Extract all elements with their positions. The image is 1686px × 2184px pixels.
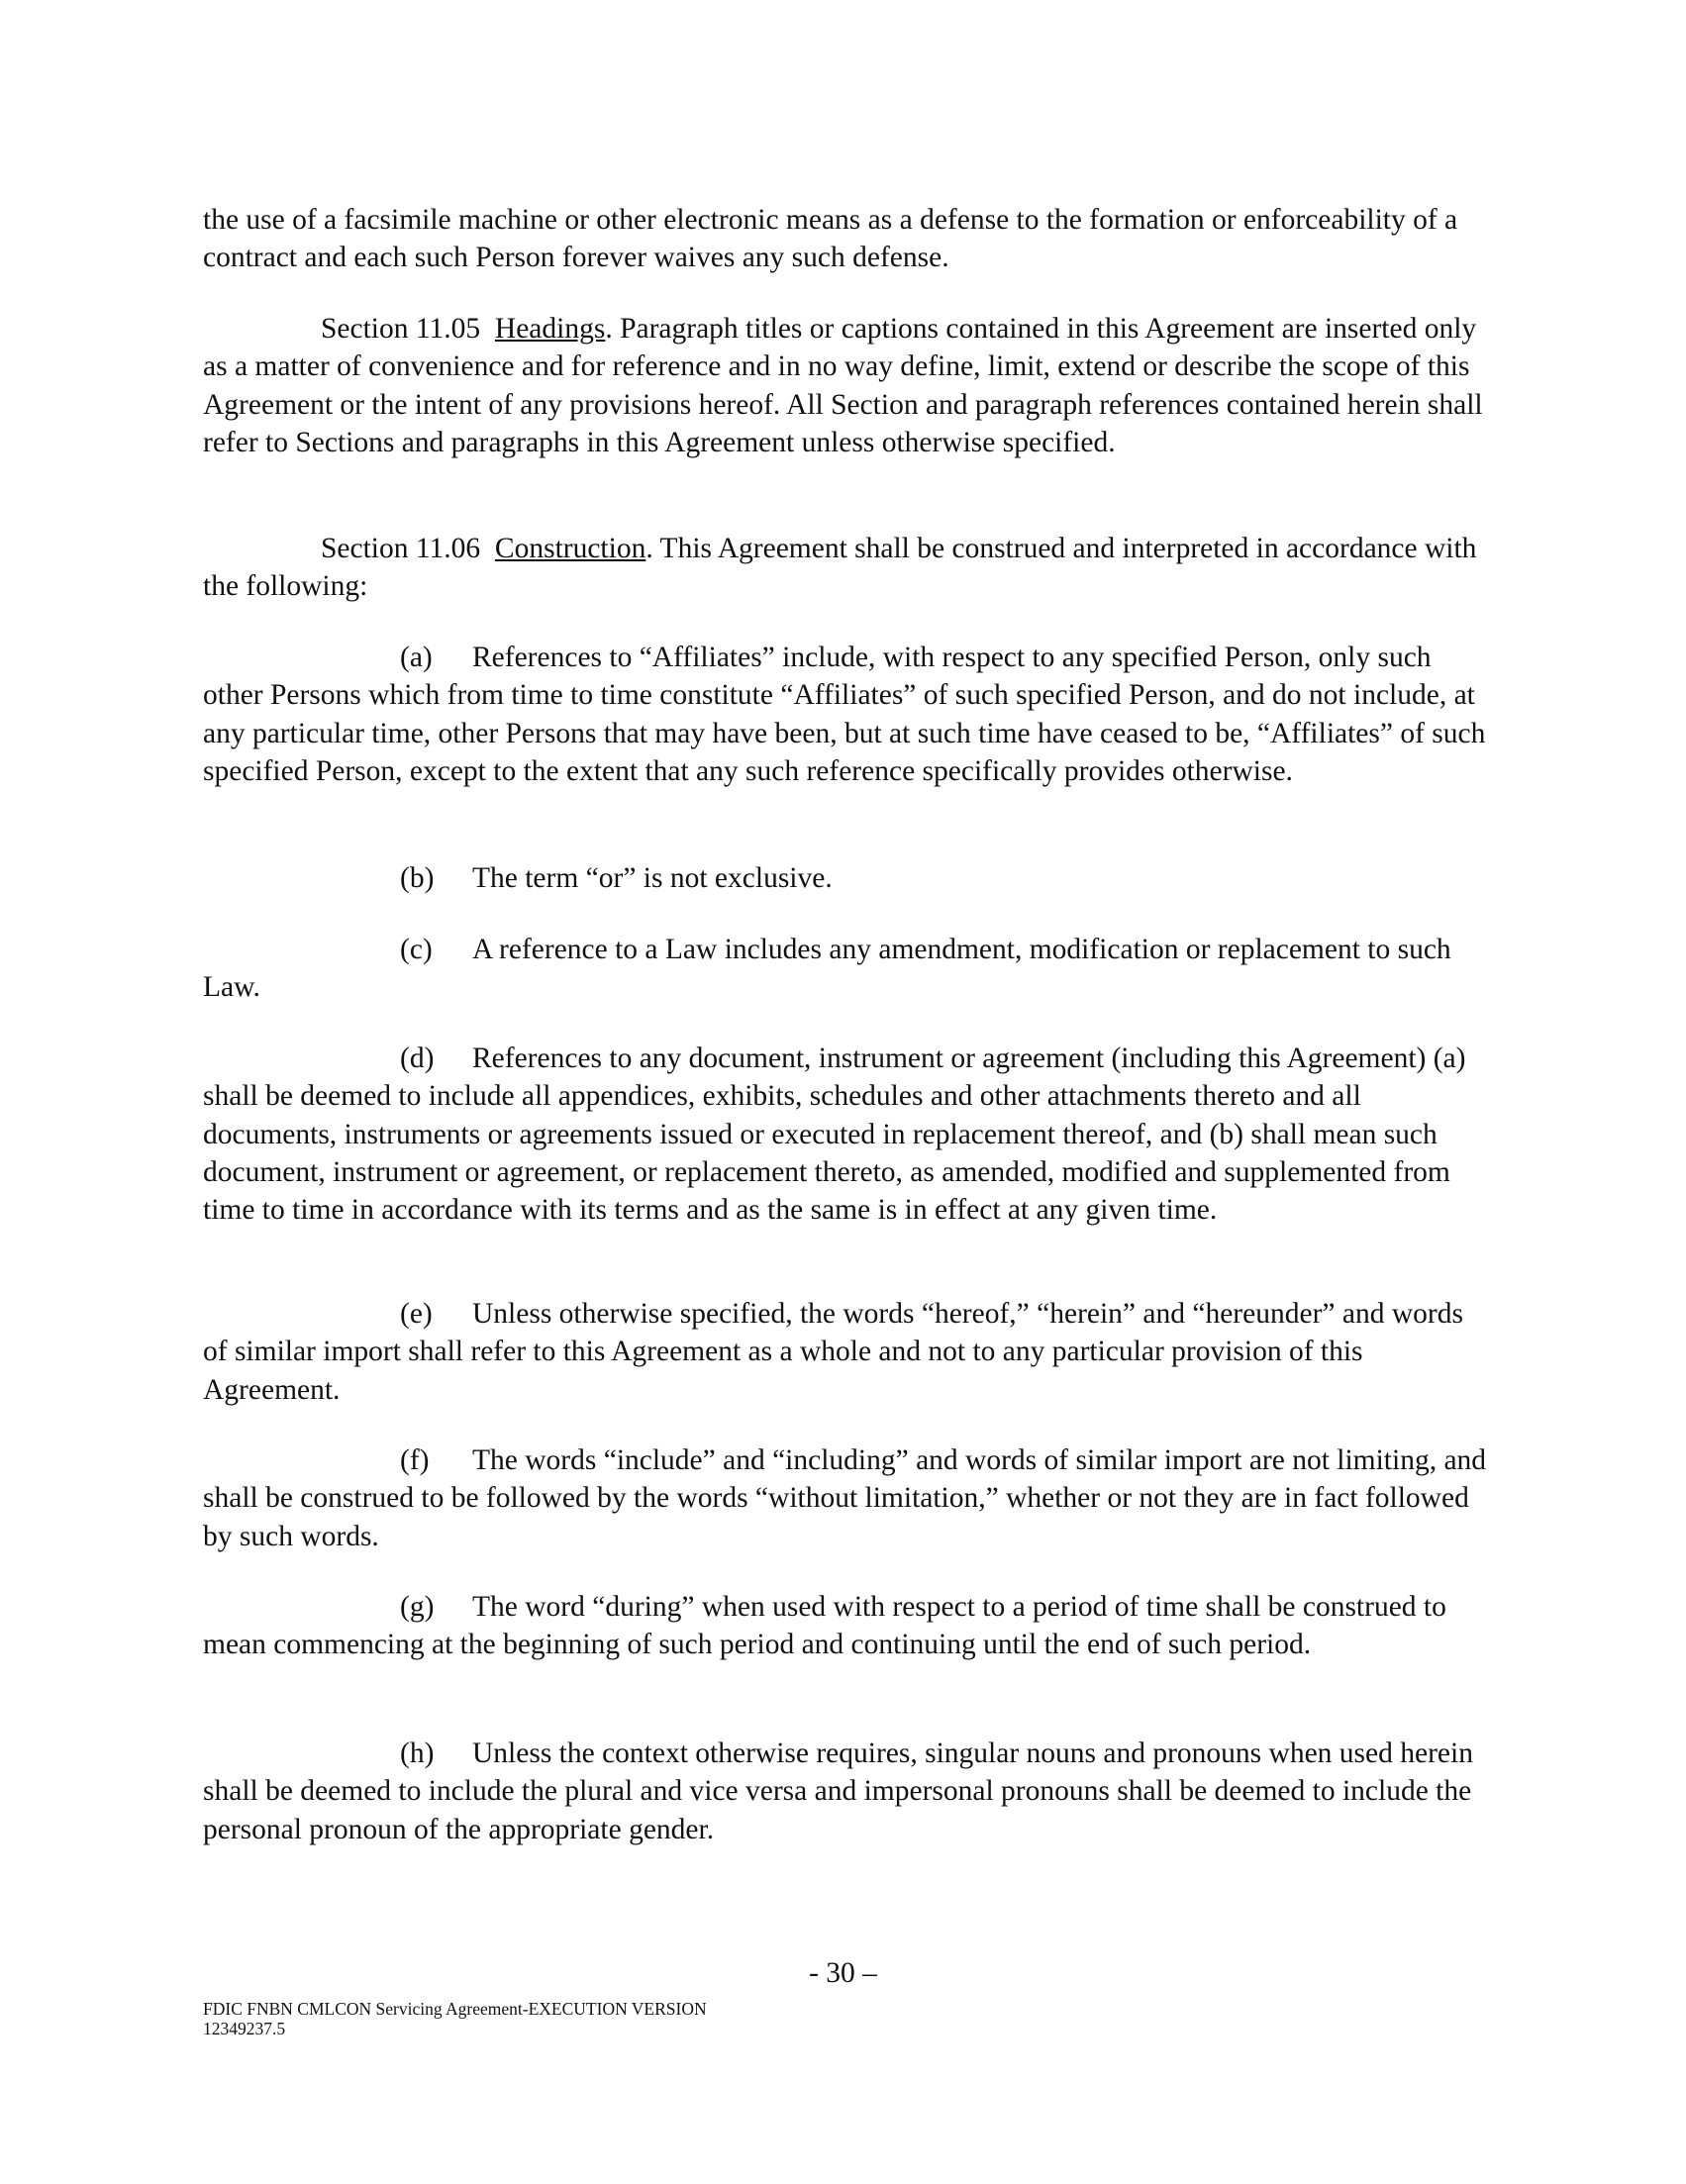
continuation-paragraph: the use of a facsimile machine or other electronic means as a defense to the formation or enforceability of a contract and each such Person forever waives any such defense. <box>203 204 1458 274</box>
section-number: Section 11.06 <box>321 533 481 564</box>
clause-label: (f) <box>400 1444 430 1476</box>
clause-a <box>203 639 1490 790</box>
footer-doc-id: 12349237.5 <box>203 2019 286 2038</box>
clause-b <box>203 859 1490 897</box>
clause-label: (e) <box>400 1298 433 1330</box>
section-heading: Construction <box>494 533 646 564</box>
clause-text: The term “or” is not exclusive. <box>472 862 833 894</box>
section-text: This Agreement shall be construed and interpreted in accordance with the following: <box>203 533 1477 603</box>
clause-g <box>203 1588 1490 1664</box>
clause-e <box>203 1295 1490 1409</box>
clause-label: (g) <box>400 1591 435 1623</box>
clause-text: References to “Affiliates” include, with respect to any specified Person, only such other Persons which from time to time constitute “Affiliates” of such specified Person, and do not include, at any particular time, other Persons that may have been, but at such time have ceased to be, “Affiliates” of such specified Person, except to the extent that any such reference specifically provides otherwise. <box>203 642 1486 787</box>
clause-text: Unless the context otherwise requires, singular nouns and pronouns when used herein shall be deemed to include the plural and vice versa and impersonal pronouns shall be deemed to include the personal pronoun of the appropriate gender. <box>203 1737 1473 1845</box>
clause-label: (a) <box>400 642 433 673</box>
section-heading: Headings <box>494 313 606 345</box>
clause-c <box>203 931 1490 1007</box>
clause-text: References to any document, instrument or agreement (including this Agreement) (a) shall be deemed to include all appendices, exhibits, schedules and other attachments thereto and all documents, instruments or agreements issued or executed in replacement thereof, and (b) shall mean such document, instrument or agreement, or replacement thereto, as amended, modified and supplemented from time to time in accordance with its terms and as the same is in effect at any given time. <box>203 1042 1466 1227</box>
clause-h <box>203 1735 1490 1848</box>
clause-label: (d) <box>400 1042 435 1074</box>
page-number: - 30 – <box>809 1957 877 1989</box>
footer-title: FDIC FNBN CMLCON Servicing Agreement-EXECUTION VERSION <box>203 1999 707 2019</box>
clause-label: (h) <box>400 1737 435 1769</box>
section-11-06: Section 11.06 Construction. This Agreement shall be construed and interpreted in accordance with the following: <box>203 533 1477 603</box>
clause-text: Unless otherwise specified, the words “hereof,” “herein” and “hereunder” and words of similar import shall refer to this Agreement as a whole and not to any particular provision of this Agreement. <box>203 1298 1463 1406</box>
clause-text: A reference to a Law includes any amendment, modification or replacement to such Law. <box>203 934 1451 1004</box>
clause-d <box>203 1040 1490 1229</box>
clause-label: (c) <box>400 934 433 965</box>
clause-text: The words “include” and “including” and words of similar import are not limiting, and shall be construed to be followed by the words “without limitation,” whether or not they are in fact followed by such words. <box>203 1444 1487 1552</box>
section-number: Section 11.05 <box>321 313 481 345</box>
section-11-05: Section 11.05 Headings. Paragraph titles or captions contained in this Agreement are inserted only as a matter of convenience and for reference and in no way define, limit, extend or describe the scope of this Agreement or the intent of any provisions hereof. All Section and paragraph references contained herein shall refer to Sections and paragraphs in this Agreement unless otherwise specified. <box>203 313 1483 458</box>
section-text: Paragraph titles or captions contained in this Agreement are inserted only as a matter of convenience and for reference and in no way define, limit, extend or describe the scope of this Agreement or the intent of any provisions hereof. All Section and paragraph references contained herein shall refer to Sections and paragraphs in this Agreement unless otherwise specified. <box>203 313 1483 458</box>
clause-label: (b) <box>400 862 435 894</box>
clause-f <box>203 1441 1490 1555</box>
document-footer <box>203 1999 707 2038</box>
clause-text: The word “during” when used with respect to a period of time shall be construed to mean commencing at the beginning of such period and continuing until the end of such period. <box>203 1591 1446 1661</box>
